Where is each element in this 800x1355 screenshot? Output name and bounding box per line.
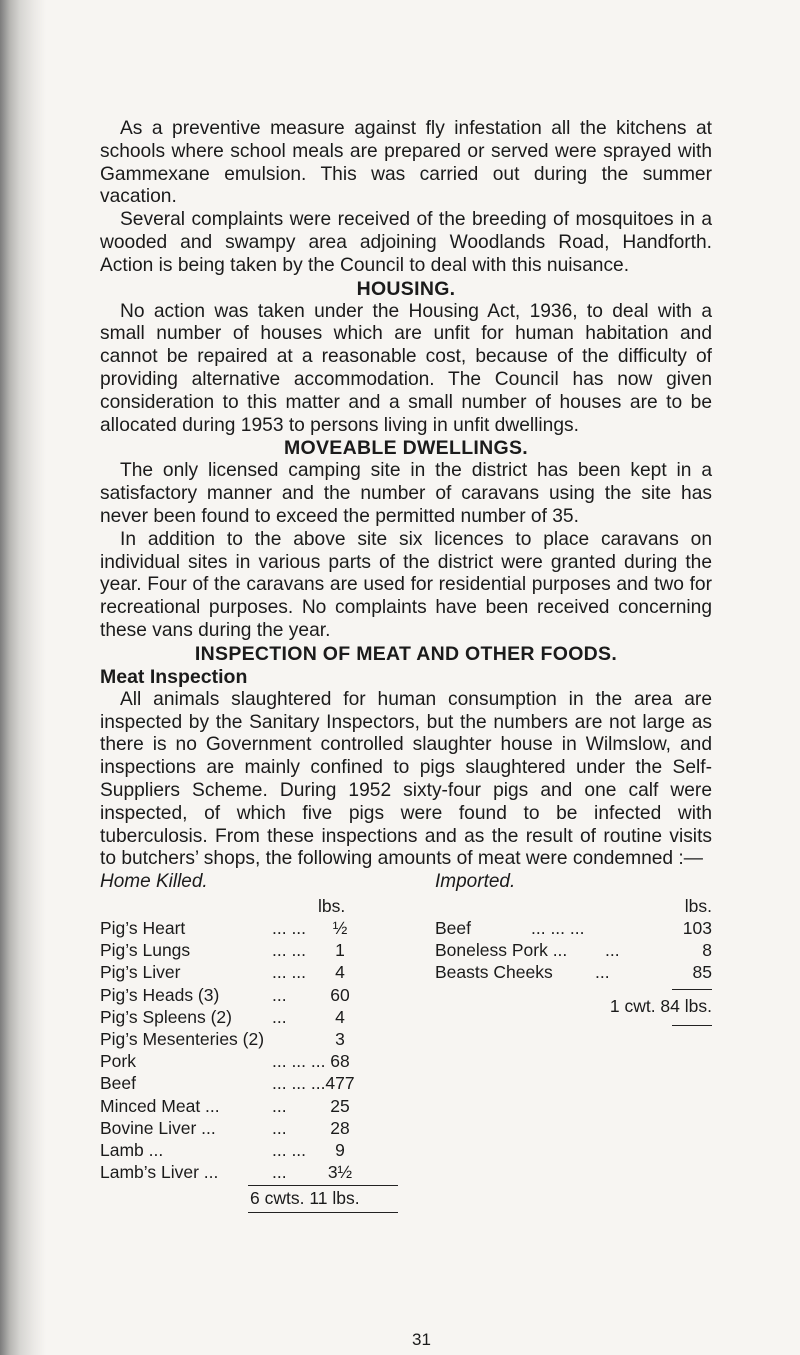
home-killed-row [100, 917, 400, 939]
home-killed-row [100, 1006, 400, 1028]
subheading-meat-inspection: Meat Inspection [100, 665, 248, 688]
imported-rows [435, 917, 712, 984]
home-killed-row-label: Pig’s Liver [100, 962, 181, 983]
home-killed-row [100, 1072, 400, 1094]
imported-unit: lbs. [684, 896, 712, 917]
home-killed-row-leader-dots: ... [272, 1117, 287, 1138]
imported-row-label: Beasts Cheeks [435, 962, 553, 983]
page-number: 31 [412, 1330, 431, 1349]
home-killed-row-label: Minced Meat ... [100, 1095, 220, 1116]
paragraph-housing: No action was taken under the Housing Act, 1936, to deal with a small number of houses which are unfit for human habitation and cannot be repaired at a reasonable cost, because of the difficulty of providing alternative accommodation. The Council has now given consideration to this matter and a small number of houses are to be allocated during 1953 to persons living in unfit dwellings. [100, 300, 712, 436]
home-killed-row [100, 1139, 400, 1161]
home-killed-row-leader-dots: ... ... [272, 962, 307, 983]
home-killed-row-value: 3 [335, 1029, 345, 1050]
home-killed-row-label: Pig’s Spleens (2) [100, 1006, 232, 1027]
home-killed-row-value: 25 [330, 1095, 350, 1116]
paragraph-camping-site: The only licensed camping site in the district has been kept in a satisfactory manner and the number of caravans using the site has never been found to exceed the permitted number of 35. [100, 460, 712, 527]
paragraph-caravan-licences: In addition to the above site six licences to place caravans on individual sites in various parts of the district were granted during the year. Four of the caravans are used for residential purposes and two for recreational purposes. No complaints have been received concerning these vans during the year. [100, 528, 712, 641]
paragraph-fly-infestation: As a preventive measure against fly infestation all the kitchens at schools where school meals are prepared or served were sprayed with Gammexane emulsion. This was carried out during the summer vacation. [100, 118, 712, 208]
imported-heading: Imported. [435, 871, 516, 893]
home-killed-row [100, 1095, 400, 1117]
home-killed-row-value: 4 [335, 962, 345, 983]
imported-row [435, 939, 712, 961]
imported-total: 1 cwt. 84 lbs. [609, 996, 712, 1017]
home-killed-unit: lbs. [318, 896, 346, 917]
imported-total-underline [672, 1025, 712, 1026]
home-killed-table [100, 871, 400, 1209]
home-killed-row-label: Bovine Liver ... [100, 1117, 216, 1138]
paragraph-mosquitoes: Several complaints were received of the breeding of mosquitoes in a wooded and swampy area adjoining Woodlands Road, Handforth. Action is being taken by the Council to deal with this nuisance. [100, 209, 712, 276]
home-killed-row-label: Pork [100, 1051, 136, 1072]
imported-row-label: Beef [435, 918, 471, 939]
home-killed-row [100, 1050, 400, 1072]
home-killed-row-value: 28 [330, 1117, 350, 1138]
home-killed-row-leader-dots: ... [272, 1006, 287, 1027]
home-killed-row [100, 1028, 400, 1050]
home-killed-row-label: Beef [100, 1073, 136, 1094]
home-killed-total-underline [248, 1212, 398, 1213]
imported-row [435, 917, 712, 939]
home-killed-row-value: 1 [335, 940, 345, 961]
home-killed-total: 6 cwts. 11 lbs. [250, 1188, 360, 1209]
page-binding-shadow [0, 0, 46, 1355]
home-killed-row-leader-dots: ... ... [272, 940, 307, 961]
home-killed-row-value: 68 [330, 1051, 350, 1072]
imported-row-leader-dots: ... [605, 940, 620, 961]
home-killed-row-label: Pig’s Lungs [100, 940, 191, 961]
home-killed-row-leader-dots: ... [272, 1095, 287, 1116]
heading-moveable-dwellings: MOVEABLE DWELLINGS. [283, 437, 529, 460]
home-killed-row-value: 477 [325, 1073, 355, 1094]
home-killed-row-label: Pig’s Mesenteries (2) [100, 1029, 265, 1050]
home-killed-total-rule [248, 1185, 398, 1186]
home-killed-rows [100, 917, 400, 1183]
home-killed-row-leader-dots: ... [272, 1162, 287, 1183]
home-killed-row-label: Lamb’s Liver ... [100, 1162, 219, 1183]
home-killed-row-leader-dots: ... ... ... [272, 1073, 326, 1094]
home-killed-row [100, 1161, 400, 1183]
home-killed-heading: Home Killed. [100, 871, 208, 893]
home-killed-row [100, 1117, 400, 1139]
home-killed-row-value: ½ [332, 918, 348, 939]
home-killed-row-label: Pig’s Heads (3) [100, 984, 220, 1005]
home-killed-row-leader-dots: ... ... ... [272, 1051, 326, 1072]
document-page [100, 118, 712, 1209]
home-killed-row [100, 961, 400, 983]
home-killed-row [100, 984, 400, 1006]
home-killed-row-value: 9 [335, 1139, 345, 1160]
imported-row-leader-dots: ... ... ... [531, 918, 585, 939]
heading-inspection-of-meat: INSPECTION OF MEAT AND OTHER FOODS. [194, 642, 618, 665]
imported-row-value: 85 [692, 962, 712, 983]
imported-total-rule [672, 989, 712, 990]
paragraph-meat-inspection: All animals slaughtered for human consumption in the area are inspected by the Sanitary Inspectors, but the numbers are not large as there is no Government controlled slaughter house in Wilmslow, and inspections are mainly confined to pigs slaughtered under the Self-Suppliers Scheme. During 1952 sixty-four pigs and one calf were inspected, of which five pigs were found to be infected with tuberculosis. From these inspections and as the result of routine visits to butchers’ shops, the following amounts of meat were condemned :— [100, 688, 712, 870]
home-killed-row-leader-dots: ... [272, 984, 287, 1005]
heading-housing: HOUSING. [356, 277, 456, 300]
imported-row-value: 8 [702, 940, 712, 961]
home-killed-row-label: Pig’s Heart [100, 918, 186, 939]
home-killed-row-label: Lamb ... [100, 1139, 164, 1160]
imported-table [435, 871, 712, 1017]
imported-row-value: 103 [682, 918, 712, 939]
home-killed-row [100, 939, 400, 961]
home-killed-row-value: 3½ [327, 1162, 353, 1183]
home-killed-row-leader-dots: ... ... [272, 918, 307, 939]
home-killed-row-value: 60 [330, 984, 350, 1005]
home-killed-row-leader-dots: ... ... [272, 1139, 307, 1160]
imported-row [435, 961, 712, 983]
imported-row-leader-dots: ... [595, 962, 610, 983]
home-killed-row-value: 4 [335, 1006, 345, 1027]
condemned-meat-tables [100, 871, 712, 1209]
imported-row-label: Boneless Pork ... [435, 940, 568, 961]
